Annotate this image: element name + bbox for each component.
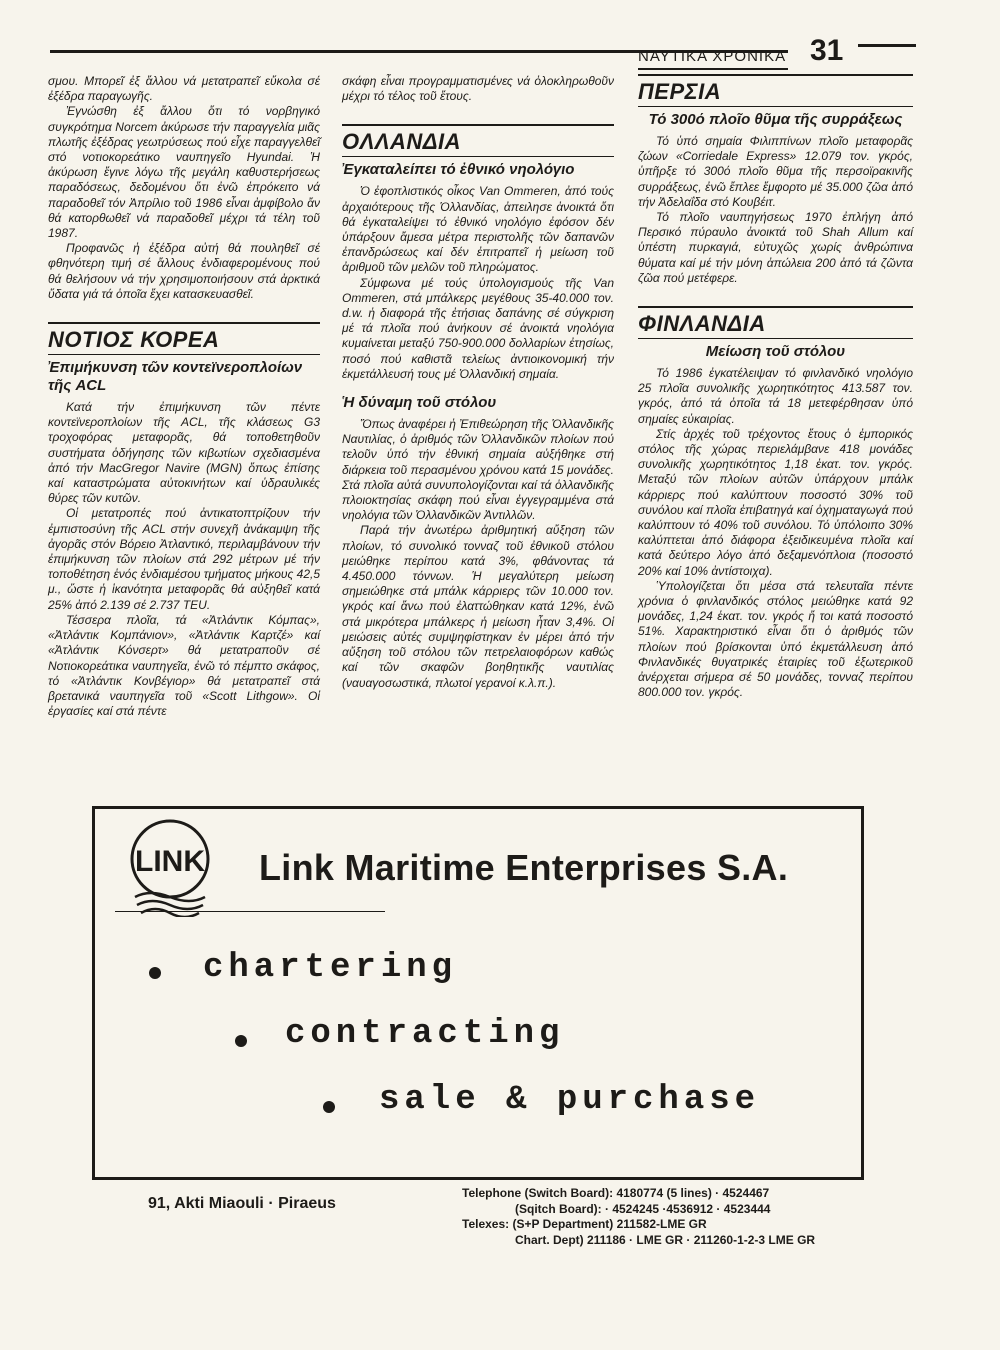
column-1 xyxy=(48,74,320,719)
paragraph: Οἱ μετατροπές πού ἀντικατοπτρίζουν τήν ἐμπιστοσύνη τῆς ACL στήν συνεχῆ ἀνάκαμψη τῆς ἀγορᾶς στόν Βόρειο Ἀτλαντικό, περιλαμβάνουν τήν ἐπιμήκυνση τῶν πλοίων στά 292 μέτρων μέ τήν τοποθέτηση ἑνός ἐνδιαμέσου τμήματος μήκους 42,5 μ., ὥστε ἡ ἱκανότητα μεταφορᾶς θά αὐξηθεῖ κατά 25% ἀπό 2.139 σέ 2.737 TEU. xyxy=(48,506,320,612)
bullet-dot xyxy=(235,1035,247,1047)
column-3 xyxy=(638,74,913,701)
paragraph: Στίς ἀρχές τοῦ τρέχοντος ἔτους ὁ ἐμπορικός στόλος τῆς χώρας περιελάμβανε 418 μονάδες συνολικῆς χωρητικότητος 1,18 ἑκατ. τον. γκρός. Μεταξύ τῶν πλοίων αὐτῶν ὑπάρχουν μπάλκ κάρριερς πού καλύπτουν ποσοστό 30% τοῦ συνόλου καί πλοῖα ἐπιβατηγά καί ὀχηματαγωγά πού καλύπτουν τό 40% τοῦ συνόλου. Τό ὑπόλοιπο 30% καλύπτεται ἀπό διάφορα ἐξειδικευμένα πλοῖα καί κατά δεύτερο λόγο ἀπό δεξαμενόπλοια (ποσοστό 20% καί 10% ἀντίστοιχα). xyxy=(638,426,913,578)
bullet-dot xyxy=(323,1101,335,1113)
article-headline: Ἐγκαταλείπει τό ἐθνικό νηολόγιο xyxy=(342,161,575,179)
paragraph: Ἐγνώσθη ἐξ ἄλλου ὅτι τό νορβηγικό συγκρότημα Norcem ἀκύρωσε τήν παραγγελία μιᾶς πλωτῆς ἐξέδρας γεωτρύσεως πού εἶχε παραγγελθεῖ στό νοτιοκορεάτικο ναυπηγεῖο Hyundai. Ἡ ἀκύρωση ἔγινε λόγω τῆς μεγάλη καθυστερήσεως παραδόσεως, δεδομένου ὅτι ἐνῶ ἐπρόκειτο νά παραδοθεῖ τόν Ἀπρίλιο τοῦ 1986 εἶναι ἀμφίβολο ἄν θά κατορθωθεῖ νά παραδοθεῖ μέχρι τά τέλη τοῦ 1987. xyxy=(48,104,320,241)
paragraph: Σύμφωνα μέ τούς ὑπολογισμούς τῆς Van Ommeren, στά μπάλκερς μεγέθους 35-40.000 τον. d.w. ἡ διαφορά τῆς ἐτήσιας δαπάνης σέ σύγκριση μέ τά πλοῖα πού ἀνήκουν σέ ἀνοικτά νηολόγια κυμαίνεται μεταξύ 750-900.000 δολλαρίων ἐτησίως, ποσό πού καθιστᾶ τελείως ἀντιοικονομική τήν ἐκμετάλλευσή τους μέ Ὁλλανδική σημαία. xyxy=(342,275,614,381)
paragraph: Ὁ ἐφοπλιστικός οἶκος Van Ommeren, ἀπό τούς ἀρχαιότερους τῆς Ὁλλανδίας, ἀπειλησε ἀνοικτά ὅτι θά ἐγκαταλείψει τό ἐθνικό νηολόγιο ἐφόσον δέν ὑπάρξουν ἄμεσα μέτρα περιστολῆς τῶν δαπανῶν ἐπανδρώσεως καί δέν ἐπιτραπεῖ ἡ μείωση τοῦ ἀριθμοῦ τῶν μελῶν τοῦ πληρώματος. xyxy=(342,184,614,275)
section-title-south-korea: ΝΟΤΙΟΣ ΚΟΡΕΑ xyxy=(48,322,320,355)
ad-divider xyxy=(115,911,385,912)
article-headline: Μείωση τοῦ στόλου xyxy=(705,343,846,361)
paragraph: Τέσσερα πλοῖα, τά «Ἀτλάντικ Κόμπας», «Ἀτλάντικ Κομπάνιον», «Ἀτλάντικ Καρτζέ» καί «Ἀτλάντικ Κόνσερτ» θά μετατραποῦν σέ Νοτιοκορεάτικα ναυπηγεῖα, ἐνῶ τό πέμπτο σκάφος, τό «Ἀτλάντικ Κονβέγιορ» θά μετατραπεῖ στά βρετανικά ναυπηγεῖα τοῦ «Scott Lithgow». Οἱ ἐργασίες καί στά πέντε xyxy=(48,612,320,719)
page-number: 31 xyxy=(810,34,844,67)
section-title-persia: ΠΕΡΣΙΑ xyxy=(638,74,913,107)
magazine-title: ΝΑΥΤΙΚΑ ΧΡΟΝΙΚΑ xyxy=(638,48,787,65)
contact-line: Chart. Dept) 211186 · LME GR · 211260-1-2-3 LME GR xyxy=(515,1232,816,1247)
paragraph: Τό πλοῖο ναυπηγήσεως 1970 ἐπλήγη ἀπό Περσικό πύραυλο ἀνοικτά τοῦ Shah Allum καί ὑπέστη πυρκαγιά, εὐτυχῶς χωρίς ἀνθρώπινα θύματα καί μέ τήν μόνη ἀπώλεια 200 ἀπό τά ζῶντα ζῶα πού μετέφερε. xyxy=(638,210,913,285)
column-2 xyxy=(342,74,614,691)
service-contracting: contracting xyxy=(285,1015,565,1053)
link-logo-icon xyxy=(125,817,215,917)
paragraph: σμου. Μπορεῖ ἐξ ἄλλου νά μετατραπεῖ εὔκολα σέ ἐξέδρα παραγωγῆς. xyxy=(48,74,320,104)
section-title-finland: ΦΙΝΛΑΝΔΙΑ xyxy=(638,306,913,339)
paragraph: Ὑπολογίζεται ὅτι μέσα στά τελευταῖα πέντε χρόνια ὁ φινλανδικός στόλος μειώθηκε κατά 92 μονάδες, 1,24 ἑκατ. τον. γκρός ἤ τοι κατά ποσοστό 51%. Χαρακτηριστικό εἶναι ὅτι ὁ ἀριθμός τῶν πλοίων πού βρίσκονται ὑπό ἐκμετάλλευση ἀπό Φινλανδικές θυγατρικές ἑταιρίες τοῦ ἐξωτερικοῦ ἀνέρχεται σήμερα σέ 50 μονάδες, τονναζ περίπου 800.000 τον. γκρός. xyxy=(638,578,913,700)
paragraph: Τό ὑπό σημαία Φιλιππίνων πλοῖο μεταφορᾶς ζώων «Corriedale Express» 12.079 τον. γκρός, ὑπῆρξε τό 300ό πλοῖο θῦμα τῆς περσοϊρακινῆς συρράξεως, ἐνῶ ἔπλεε ἔμφορτο μέ 35.000 ζῶα ἀπό τήν Ἀδελαΐδα στό Κουβέιτ. xyxy=(638,134,913,209)
bullet-dot xyxy=(149,967,161,979)
service-sale-purchase: sale & purchase xyxy=(379,1081,761,1119)
header-rule-under-title xyxy=(638,68,788,70)
contact-line: (Sqitch Board): · 4524245 ·4536912 · 4523444 xyxy=(515,1201,771,1216)
contact-line: Telephone (Switch Board): 4180774 (5 lines) · 4524467 xyxy=(462,1186,770,1200)
logo-text: LINK xyxy=(135,845,205,878)
article-headline: Τό 300ό πλοῖο θῦμα τῆς συρράξεως xyxy=(648,111,903,128)
service-chartering: chartering xyxy=(203,949,458,987)
paragraph: σκάφη εἶναι προγραμματισμένες νά ὁλοκληρωθοῦν μέχρι τό τέλος τοῦ ἔτους. xyxy=(342,74,614,104)
section-title-netherlands: ΟΛΛΑΝΔΙΑ xyxy=(342,124,614,157)
paragraph: Προφανῶς ἡ ἐξέδρα αὐτή θά πουληθεῖ σέ φθηνότερη τιμή σέ ἄλλους ἐνδιαφερομένους πού θά θελήσουν νά τήν χρησιμοποιήσουν στά ἀρκτικά ὕδατα γιά τά ὁποῖα ἔχει κατασκευασθεῖ. xyxy=(48,241,320,301)
article-headline: Ἐπιμήκυνση τῶν κοντεϊνεροπλοίων τῆς ACL xyxy=(48,359,303,395)
paragraph: Κατά τήν ἐπιμήκυνση τῶν πέντε κοντεϊνεροπλοίων τῆς ACL, τῆς κλάσεως G3 τροχοφόρας μεταφορᾶς, θά τοποθετηθοῦν συστήματα ὁδήγησης τῶν κιβωτίων σχεδιασμένα ἀπό τήν MacGregor Navire (MGN) ὅπως ἐπίσης καί καταστρώματα αὐτοκινήτων καί ὑδραυλικές θύρες τῶν κυτῶν. xyxy=(48,400,320,506)
article-subheadline: Ἡ δύναμη τοῦ στόλου xyxy=(342,394,497,412)
advertisement-box xyxy=(92,806,864,1180)
contact-line: Telexes: (S+P Department) 211582-LME GR xyxy=(462,1217,707,1231)
header-rule-right xyxy=(858,44,916,47)
paragraph: Τό 1986 ἐγκατέλειψαν τό φινλανδικό νηολόγιο 25 πλοῖα συνολικῆς χωρητικότητος 413.587 τον. γκρός, ἀπό τά ὁποῖα τά 18 μετεφέρθησαν ὑπό σημαίες εὐκαιρίας. xyxy=(638,366,913,426)
contact-block xyxy=(462,1186,815,1248)
paragraph: Παρά τήν ἀνωτέρω ἀριθμητική αὔξηση τῶν πλοίων, τό συνολικό τονναζ τοῦ ἐθνικοῦ στόλου μειώθηκε περίπου κατά 3%, φθάνοντας τά 4.450.000 τόννων. Ἡ μεγαλύτερη μείωση σημειώθηκε στά μπάλκ κάρριερς τῶν 10.000 τον. γκρός καί ἄνω πού ἐλαττώθηκαν κατά 12%, ἐνῶ στά μικρότερα μπάλκερς ἡ μείωση ἦταν 3,4%. Οἱ μειώσεις αὐτές συμψηφίστηκαν ἐν μέρει ἀπό τήν αὔξηση τοῦ στόλου τῶν πετρελαιοφόρων καθώς καί τῶν σκαφῶν βοηθητικῆς ναυτιλίας (ναυαγοσωστικά, πλωτοί γερανοί κ.λ.π.). xyxy=(342,523,614,690)
paragraph: Ὅπως ἀναφέρει ἡ Ἐπιθεώρηση τῆς Ὁλλανδικῆς Ναυτιλίας, ὁ ἀριθμός τῶν Ὁλλανδικῶν πλοίων πού τελοῦν ὑπό τήν ἐθνική σημαία αὐξήθηκε στή διάρκεια τοῦ περασμένου χρόνου κατά 15 μονάδες. Στά πλοῖα αὐτά συνυπολογίζονται καί τά ὁλλανδικῆς πλοιοκτησίας σκάφη πού εἶναι ἐγγεγραμμένα στά νηολόγια τῶν Ὁλλανδικῶν Ἀντιλλῶν. xyxy=(342,417,614,523)
company-address: 91, Akti Miaouli · Piraeus xyxy=(148,1195,336,1212)
company-name: Link Maritime Enterprises S.A. xyxy=(259,847,789,888)
